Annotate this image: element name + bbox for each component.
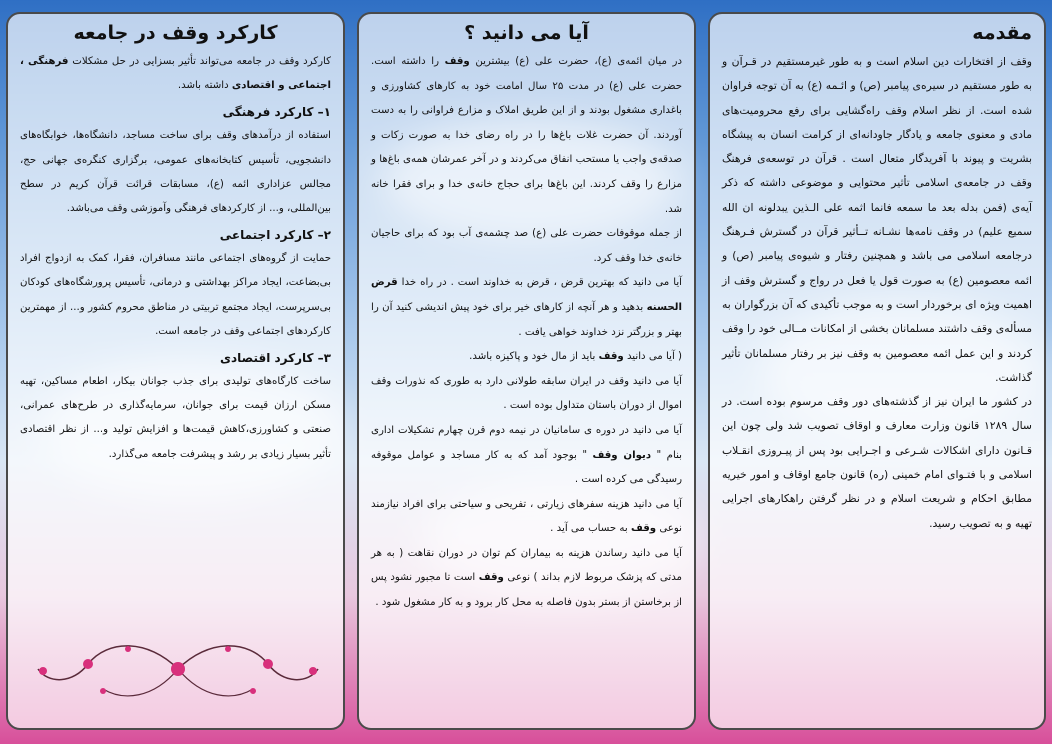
- fact-paragraph: آیا می دانید رساندن هزینه به بیماران کم توان در دوران نقاهت ( به هر مدتی که پزشک مربوط لازم بداند ) نوعی وقف است تا مجبور نشود پس از برخاستن از بستر بدون فاصله به محل کار برود و به کار مشغول شود .: [371, 547, 682, 609]
- fact-paragraph: در میان ائمه‌ی (ع)، حضرت علی (ع) بیشترین وقف را داشته است. حضرت علی (ع) در مدت ۲۵ سال امامت خود به کارهای کشاورزی و باغداری مشغول بودند و از این طریق املاک و مزارع فراوانی را به دست آوردند. آن حضرت غلات باغ‌ها را در راه رضای خدا به صورت زکات و صدقه‌ی واجب یا مستحب انفاق می‌کردند و در آخر عمرشان همه‌ی باغ‌ها و مزارع را وقف کردند. این باغ‌ها برای حجاج خانه‌ی خدا و برای فقرا خانه شد.: [371, 56, 682, 215]
- function-intro: کارکرد وقف در جامعه می‌تواند تأثیر بسزایی در حل مشکلات فرهنگی ، اجتماعی و اقتصادی داشته باشد.: [20, 56, 331, 92]
- panel-title: مقدمه: [972, 22, 1032, 44]
- function-panel: [6, 12, 345, 730]
- cultural-text: استفاده از درآمدهای وقف برای ساخت مساجد، دانشگاه‌ها، خوابگاه‌های دانشجویی، تأسیس کتابخانه‌های عمومی، برگزاری کنگره‌ی جهانی حج، مجالس عزاداری ائمه (ع)، مسابقات قرائت قرآن کریم در سطح بین‌المللی، و... از کارکردهای فرهنگی وآموزشی وقف می‌باشد.: [20, 130, 331, 215]
- fact-paragraph: آیا می دانید در دوره ی سامانیان در نیمه دوم قرن چهارم تشکیلات اداری بنام " دیوان وقف " بوجود آمد که به کار مساجد و عوامل موقوفه رسیدگی می کرده است .: [371, 424, 683, 486]
- economic-heading: ۳– کارکرد اقتصادی: [219, 351, 331, 366]
- intro-panel: [708, 12, 1046, 730]
- social-text: حمایت از گروه‌های اجتماعی مانند مسافران، فقرا، کمک به ازدواج افراد بی‌بضاعت، ایجاد مراکز بهداشتی و درمانی، تأسیس پرورشگاه‌های کودکان بی‌سرپرست، ایجاد مجتمع تربیتی در مناطق محروم کشور و... از مهمترین کارکردهای اجتماعی وقف در جامعه است.: [20, 253, 331, 337]
- fact-paragraph: آیا می دانید وقف در ایران سابقه طولانی دارد به طوری که نذورات وقف اموال از دوران باستان متداول بوده است .: [371, 375, 682, 412]
- fact-paragraph: آیا می دانید هزینه سفرهای زیارتی ، تفریحی و سیاحتی برای افراد نیازمند نوعی وقف به حساب می آید .: [371, 498, 682, 535]
- intro-paragraph-2: در کشور ما ایران نیز از گذشته‌های دور وقف مرسوم بوده است. در سال ۱۲۸۹ قانون وزارت معارف و اوقاف تصویب شد ولی چون این قـانون دارای اشکالات شـرعی و اجـرایی بود پس از پیـروزی انقـلاب اسلامی و با فتـوای امام خمینی (ره) قانون جامع اوقاف و امور خیریه مطابق احکام و شریعت اسلام و در نظر گرفتن راهکارهای اجرایی تهیه و به تصویب رسید.: [722, 395, 1032, 530]
- social-heading: ۲– کارکرد اجتماعی: [219, 228, 331, 243]
- cultural-heading: ۱– کارکرد فرهنگی: [222, 105, 331, 120]
- floral-swirl-ornament-icon: [28, 629, 328, 709]
- panel-title: آیا می دانید ؟: [464, 22, 589, 44]
- did-you-know-panel: [357, 12, 696, 730]
- fact-paragraph: از جمله موقوفات حضرت علی (ع) صد چشمه‌ی آب بود که برای حاجیان خانه‌ی خدا وقف کرد.: [371, 228, 682, 264]
- economic-text: ساخت کارگاه‌های تولیدی برای جذب جوانان بیکار، اطعام مساکین، تهیه مسکن ارزان قیمت برای جوانان، سرمایه‌گذاری در طرح‌های عمرانی، صنعتی و کشاورزی،کاهش قیمت‌ها و افزایش تولید و... از نظر اقتصادی تأثیر بسیار زیادی بر رشد و پیشرفت جامعه می‌گذارد.: [20, 376, 331, 460]
- panel-title: کارکرد وقف در جامعه: [73, 22, 278, 44]
- intro-paragraph-1: وقف از افتخارات دین اسلام است و به طور غیرمستقیم در قـرآن و به طور مستقیم در سیره‌ی پیامبر (ص) و ائـمه (ع) به آن توجه فراوان شده است. از نظر اسلام وقف راه‌گشایی برای رفع محرومیت‌های مادی و معنوی جامعه و یادگار جاودانه‌ای از کرامت انسان به پیشگاه بشریت و پیوند با آفریدگار متعال است . قرآن در توسعه‌ی فرهنگ وقف در جامعه‌ی اسلامی تأثیر محتوایی و موضوعی داشته که ذکر آیه‌ی (فمن بدله بعد ما سمعه فانما اثمه علی الـذین یبدلونه ان الله سمیع علیم) در وقف نامه‌ها نشـانه تــأثیر قرآن در گسترش فـرهنگ درجامعه اسلامی می باشد و همچنین رفتار و شیوه‌ی پیامبر (ص) و ائمه معصومین (ع) به صورت قول یا فعل در رواج و گسترش وقف از اهمیت ویژه ای برخوردار است و به موجب تأکیدی که آن بزرگواران به مسأله‌ی وقف داشتند مسلمانان بخشی از امکانات مــالی خود را وقف کردند و این عمل ائمه معصومین به وقف نیز بر رفتار مسلمانان تأثیر گذاشت.: [722, 55, 1032, 384]
- fact-paragraph: آیا می دانید که بهترین قرض ، قرض به خداوند است . در راه خدا قرض الحسنه بدهید و هر آنچه از کارهای خیر برای خود پیش اندیشی کنید آن را بهتر و بزرگتر نزد خداوند خواهی یافت .: [371, 277, 682, 338]
- fact-paragraph: ( آیا می دانید وقف باید از مال خود و پاکیزه باشد.: [469, 351, 682, 363]
